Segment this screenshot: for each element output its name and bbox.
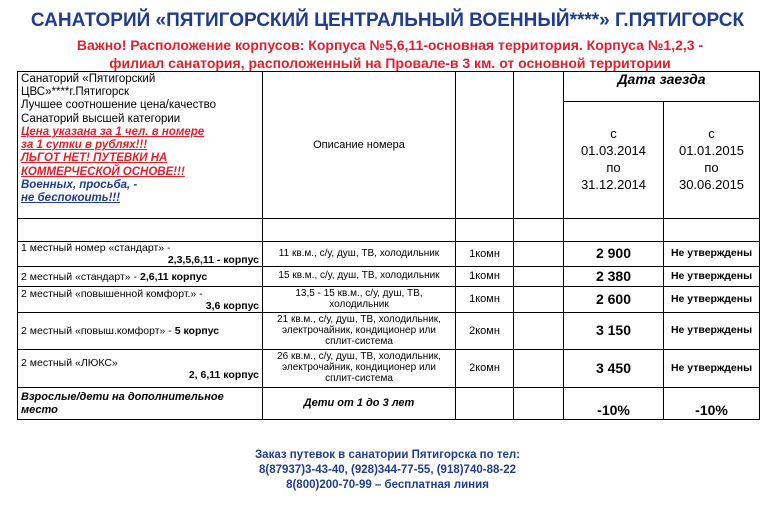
desc-header: Описание номера	[263, 72, 456, 219]
room-building: 2, 6,11 корпус	[188, 368, 259, 381]
room-count: 1комн	[456, 267, 514, 287]
intro-blue-2: не беспокоить!!!	[21, 191, 121, 204]
period-1	[564, 102, 664, 219]
empty-cell	[514, 287, 564, 313]
room-building: 5 корпус	[174, 325, 220, 338]
table-row	[18, 287, 760, 313]
room-count: 1комн	[456, 242, 514, 267]
price-2015: Не утверждены	[664, 287, 760, 313]
room-name: 2 местный «ЛЮКС»	[21, 356, 118, 369]
discount-row	[18, 388, 760, 420]
room-count: 2комн	[456, 313, 514, 350]
period-1-to: 31.12.2014	[580, 176, 647, 192]
price-2015: Не утверждены	[664, 242, 760, 267]
price-table	[17, 71, 760, 420]
spacer-row	[18, 219, 760, 242]
discount-description: Дети от 1 до 3 лет	[263, 388, 456, 420]
intro-red-4: КОММЕРЧЕСКОЙ ОСНОВЕ!!!	[21, 165, 185, 178]
room-name: 2 местный «повыш.комфорт» -	[21, 325, 172, 338]
room-description: 26 кв.м., с/у, душ, ТВ, холодильник, электрочайник, кондиционер или сплит-система	[263, 350, 456, 388]
empty-cell	[514, 313, 564, 350]
intro-blue-1: Военных, просьба, -	[21, 178, 138, 191]
intro-line-3: Лучшее соотношение цена/качество	[21, 99, 217, 112]
period-2-to: 30.06.2015	[678, 176, 745, 192]
empty-header-cell	[514, 72, 564, 219]
empty-cell	[514, 350, 564, 388]
price-2015: Не утверждены	[664, 350, 760, 388]
intro-cell	[18, 72, 263, 219]
period-2-from-label: с	[708, 126, 715, 142]
room-name-cell	[18, 242, 263, 267]
room-name-cell	[18, 350, 263, 388]
footer-free-line: 8(800)200-70-99 – бесплатная линия	[286, 479, 489, 491]
room-building: 2,3,5,6,11 - корпус	[167, 254, 259, 267]
intro-red-2: за 1 сутки в рублях!!!	[21, 139, 148, 152]
price-2014: 2 380	[564, 267, 664, 287]
discount-2015: -10%	[664, 388, 760, 420]
discount-2014: -10%	[564, 388, 664, 420]
room-name: 1 местный номер «стандарт» -	[21, 242, 171, 254]
price-2014: 2 900	[564, 242, 664, 267]
room-building: 2,6,11 корпус	[139, 270, 208, 283]
empty-cell	[456, 388, 514, 420]
room-name-cell	[18, 267, 263, 287]
notice-line-1: Важно! Расположение корпусов: Корпуса №5,6,11-основная территория. Корпуса №1,2,3 -	[76, 37, 704, 53]
room-count: 1комн	[456, 287, 514, 313]
price-2015: Не утверждены	[664, 267, 760, 287]
footer-line-1: Заказ путевок в санатории Пятигорска по тел:	[254, 449, 521, 461]
room-description: 13,5 - 15 кв.м., с/у, душ, ТВ, холодильник	[263, 287, 456, 313]
room-name: 2 местный «повышенной комфорт.» -	[21, 287, 203, 300]
footer-phones: 8(87937)3-43-40, (928)344-77-55, (918)740-88-22	[258, 464, 516, 476]
discount-label: Взрослые/дети на дополнительное место	[18, 388, 263, 420]
table-row	[18, 267, 760, 287]
intro-red-3: ЛЬГОТ НЕТ! ПУТЕВКИ НА	[21, 152, 168, 165]
empty-cell	[514, 267, 564, 287]
room-name: 2 местный «стандарт» -	[21, 270, 138, 283]
room-name-cell	[18, 313, 263, 350]
price-2014: 3 450	[564, 350, 664, 388]
arrival-header: Дата заезда	[564, 72, 760, 102]
empty-header-cell	[456, 72, 514, 219]
room-count: 2комн	[456, 350, 514, 388]
period-1-to-label: по	[606, 160, 621, 175]
period-2-from: 01.01.2015	[678, 143, 745, 159]
room-description: 21 кв.м., с/у, душ, ТВ, холодильник, электрочайник, кондиционер или сплит-система	[263, 313, 456, 350]
table-row	[18, 350, 760, 388]
price-2014: 2 600	[564, 287, 664, 313]
table-row	[18, 313, 760, 350]
room-building: 3,6 корпус	[205, 299, 259, 312]
table-row	[18, 242, 760, 267]
intro-line-1: Санаторий «Пятигорский	[21, 73, 156, 85]
price-2015: Не утверждены	[664, 313, 760, 350]
intro-line-4: Санаторий высшей категории	[21, 112, 181, 125]
period-1-from: 01.03.2014	[580, 143, 647, 159]
room-description: 11 кв.м., с/у, душ, ТВ, холодильник	[263, 242, 456, 267]
room-description: 15 кв.м., с/у, душ, ТВ, холодильник	[263, 267, 456, 287]
room-name-cell	[18, 287, 263, 313]
empty-cell	[514, 242, 564, 267]
intro-red-1: Цена указана за 1 чел. в номере	[21, 125, 205, 138]
intro-line-2: ЦВС»****г.Пятигорск	[21, 86, 130, 99]
period-2	[664, 102, 760, 219]
empty-cell	[514, 388, 564, 420]
price-2014: 3 150	[564, 313, 664, 350]
notice-line-2: филиал санатория, расположенный на Провале-в 3 км. от основной территории	[109, 55, 671, 71]
period-2-to-label: по	[704, 160, 719, 175]
period-1-from-label: с	[610, 126, 617, 142]
page-title: САНАТОРИЙ «ПЯТИГОРСКИЙ ЦЕНТРАЛЬНЫЙ ВОЕННЫЙ****» Г.ПЯТИГОРСК	[30, 10, 745, 31]
